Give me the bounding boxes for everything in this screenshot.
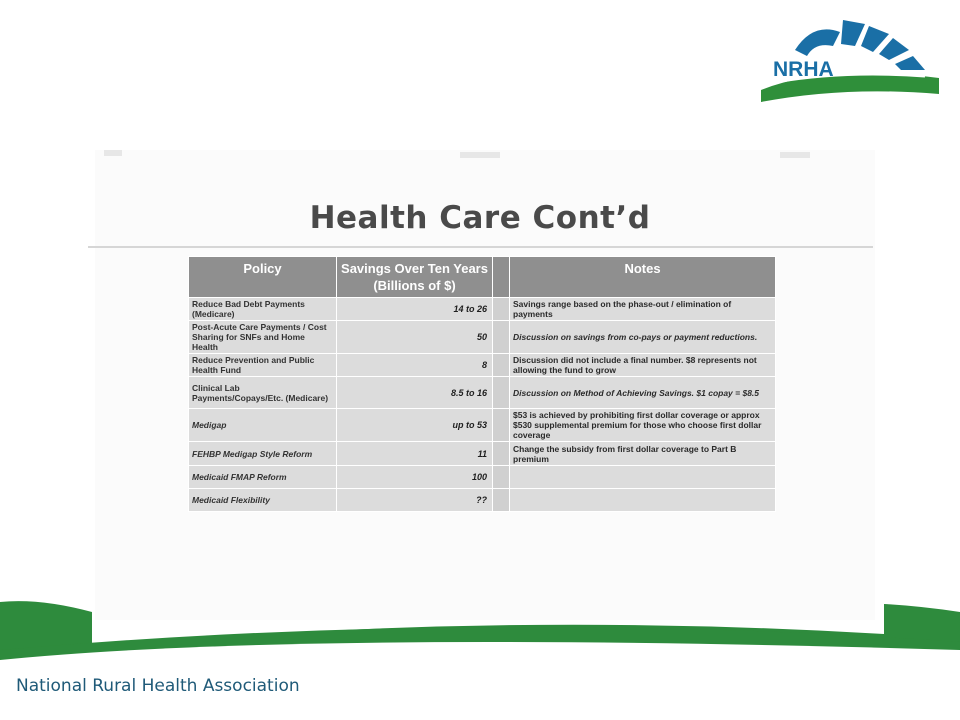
policy-cell: Clinical Lab Payments/Copays/Etc. (Medicare) — [189, 377, 337, 409]
policy-table-container — [188, 256, 776, 512]
policy-cell: Medicaid FMAP Reform — [189, 466, 337, 489]
footer-wave — [0, 590, 960, 670]
table-row — [189, 377, 776, 409]
savings-cell: ?? — [337, 489, 493, 512]
policy-cell: Reduce Prevention and Public Health Fund — [189, 354, 337, 377]
gap-cell — [493, 298, 510, 321]
table-row — [189, 409, 776, 442]
table-row — [189, 442, 776, 466]
gap-cell — [493, 466, 510, 489]
gap-cell — [493, 354, 510, 377]
notes-cell: $53 is achieved by prohibiting first dollar coverage or approx $530 supplemental premium for those who choose first dollar coverage — [510, 409, 776, 442]
savings-cell: 100 — [337, 466, 493, 489]
table-header-row — [189, 257, 776, 298]
header-policy: Policy — [189, 257, 337, 298]
notes-cell: Discussion on savings from co-pays or payment reductions. — [510, 321, 776, 354]
header-savings: Savings Over Ten Years (Billions of $) — [337, 257, 493, 298]
logo-text: NRHA — [773, 58, 834, 81]
page-title: Health Care Cont’d — [309, 200, 651, 236]
savings-cell: 14 to 26 — [337, 298, 493, 321]
notes-cell: Discussion on Method of Achieving Savings. $1 copay = $8.5 — [510, 377, 776, 409]
gap-cell — [493, 409, 510, 442]
notes-cell — [510, 489, 776, 512]
savings-cell: 11 — [337, 442, 493, 466]
notes-cell: Discussion did not include a final number. $8 represents not allowing the fund to grow — [510, 354, 776, 377]
scan-artifact — [780, 152, 810, 158]
scan-artifact — [104, 150, 122, 156]
nrha-logo — [755, 12, 945, 102]
scan-artifact — [460, 152, 500, 158]
table-row — [189, 298, 776, 321]
table-row — [189, 466, 776, 489]
notes-cell: Change the subsidy from first dollar coverage to Part B premium — [510, 442, 776, 466]
header-notes: Notes — [510, 257, 776, 298]
notes-cell: Savings range based on the phase-out / elimination of payments — [510, 298, 776, 321]
policy-cell: FEHBP Medigap Style Reform — [189, 442, 337, 466]
notes-cell — [510, 466, 776, 489]
savings-cell: 8.5 to 16 — [337, 377, 493, 409]
gap-cell — [493, 489, 510, 512]
footer-org-name: National Rural Health Association — [16, 676, 300, 696]
gap-cell — [493, 442, 510, 466]
policy-cell: Medigap — [189, 409, 337, 442]
table-row — [189, 489, 776, 512]
table-row — [189, 321, 776, 354]
gap-cell — [493, 377, 510, 409]
policy-cell: Medicaid Flexibility — [189, 489, 337, 512]
policy-cell: Post-Acute Care Payments / Cost Sharing for SNFs and Home Health — [189, 321, 337, 354]
policy-table — [188, 256, 776, 512]
table-row — [189, 354, 776, 377]
title-divider — [88, 246, 873, 248]
gap-cell — [493, 321, 510, 354]
savings-cell: 8 — [337, 354, 493, 377]
header-gap — [493, 257, 510, 298]
policy-cell: Reduce Bad Debt Payments (Medicare) — [189, 298, 337, 321]
savings-cell: 50 — [337, 321, 493, 354]
savings-cell: up to 53 — [337, 409, 493, 442]
